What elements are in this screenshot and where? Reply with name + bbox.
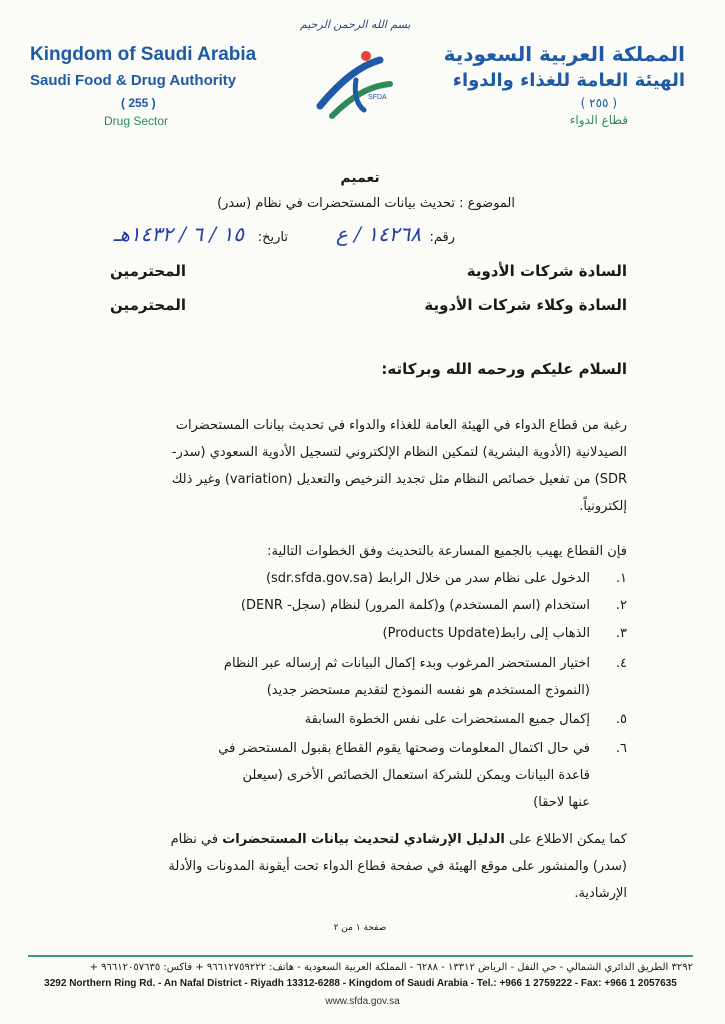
header-en-sector: Drug Sector bbox=[104, 114, 169, 128]
step-3-text: الذهاب إلى رابط(Products Update) bbox=[382, 626, 590, 641]
ref-number: ١٤٢٦٨ / ع bbox=[335, 222, 421, 246]
step-3-number: ٣. bbox=[615, 626, 627, 641]
basmala: بسم الله الرحمن الرحيم bbox=[300, 18, 411, 31]
para1-line3: SDR) من تفعيل خصائص النظام مثل تجديد الترخيص والتعديل (variation) وغير ذلك bbox=[171, 472, 627, 487]
date-label: تاريخ: bbox=[257, 230, 288, 245]
header-en-country: Kingdom of Saudi Arabia bbox=[30, 44, 257, 65]
step-6-text-line1: في حال اكتمال المعلومات وصحتها يقوم القطاع بقبول المستحضر في bbox=[218, 741, 590, 756]
step-2-text: استخدام (اسم المستخدم) و(كلمة المرور) لنظام (سجل- DENR) bbox=[240, 598, 590, 613]
closing-line2: (سدر) والمنشور على موقع الهيئة في صفحة قطاع الدواء تحت أيقونة المدونات والأدلة bbox=[168, 859, 627, 874]
date-block bbox=[88, 222, 288, 250]
para1-line2: الصيدلانية (الأدوية البشرية) لتمكين النظام الإلكتروني لتسجيل الأدوية السعودي (سدر- bbox=[171, 445, 627, 460]
step-4-number: ٤. bbox=[615, 656, 627, 671]
step-5-number: ٥. bbox=[615, 712, 627, 727]
step-1-text: الدخول على نظام سدر من خلال الرابط (sdr.sfda.gov.sa) bbox=[265, 571, 590, 586]
footer-address-en: 3292 Northern Ring Rd. - An Nafal District - Riyadh 13312-6288 - Kingdom of Saudi Arabia - Tel.: +966 1 2759222 - Fax: +966 1 2057635 bbox=[44, 978, 677, 989]
closing-bold: الدليل الإرشادي لتحديث بيانات المستحضرات bbox=[222, 832, 505, 847]
header-ar-authority: الهيئة العامة للغذاء والدواء bbox=[452, 70, 685, 91]
closing-pre: كما يمكن الاطلاع على bbox=[508, 832, 627, 847]
memo-title: تعميم bbox=[340, 170, 380, 186]
para1-line1: رغبة من قطاع الدواء في الهيئة العامة للغذاء والدواء في تحديث بيانات المستحضرات bbox=[175, 418, 627, 433]
page-number: صفحة ١ من ٢ bbox=[333, 923, 387, 933]
addressee-1-honorific: المحترمين bbox=[110, 262, 187, 280]
para1-line4: إلكترونياً. bbox=[579, 499, 627, 514]
header-ar-code: ( ٢٥٥ ) bbox=[580, 96, 617, 110]
footer-website-link[interactable]: www.sfda.gov.sa bbox=[325, 996, 400, 1007]
header-en-authority: Saudi Food & Drug Authority bbox=[30, 72, 237, 89]
step-4-text-line2: (النموذج المستخدم هو نفسه النموذج لتقديم مستحضر جديد) bbox=[266, 683, 590, 698]
logo-text: SFDA bbox=[368, 94, 387, 101]
ref-label: رقم: bbox=[429, 230, 455, 245]
addressee-1: السادة شركات الأدوية bbox=[466, 262, 627, 280]
step-4-text-line1: اختيار المستحضر المرغوب وبدء إكمال البيانات ثم إرساله عبر النظام bbox=[223, 656, 590, 671]
greeting: السلام عليكم ورحمه الله وبركاته: bbox=[381, 360, 627, 378]
date-value: ١٥ / ٦ / ١٤٣٢هـ bbox=[113, 222, 244, 246]
footer-divider bbox=[28, 955, 693, 957]
step-6-text-line3: عنها لاحقا) bbox=[533, 795, 590, 810]
step-1-number: ١. bbox=[615, 571, 627, 586]
closing-line3: الإرشادية. bbox=[574, 886, 627, 901]
step-6-text-line2: قاعدة البيانات ويمكن للشركة استعمال الخصائص الأخرى (سيعلن bbox=[242, 768, 590, 783]
step-6-number: ٦. bbox=[615, 741, 627, 756]
sfda-logo bbox=[310, 44, 410, 128]
footer-address-ar: ٣٢٩٢ الطريق الدائري الشمالي - حي النفل - الرياض ١٣٣١٢ - ٦٢٨٨ - المملكة العربية السعودية - هاتف: ٩٦٦١٢٧٥٩٢٢٢ + فاكس: ٩٦٦١٢٠٥٧٦٣٥ + bbox=[89, 962, 693, 973]
header-en-code: ( 255 ) bbox=[121, 96, 156, 110]
addressee-2: السادة وكلاء شركات الأدوية bbox=[424, 296, 627, 314]
header-ar-country: المملكة العربية السعودية bbox=[443, 42, 685, 66]
steps-intro: فإن القطاع يهيب بالجميع المسارعة بالتحديث وفق الخطوات التالية: bbox=[267, 544, 627, 559]
ref-block bbox=[270, 222, 455, 250]
closing-post: في نظام bbox=[170, 832, 219, 847]
step-5-text: إكمال جميع المستحضرات على نفس الخطوة السابقة bbox=[304, 712, 590, 727]
step-2-number: ٢. bbox=[615, 598, 627, 613]
addressee-2-honorific: المحترمين bbox=[110, 296, 187, 314]
closing-line1 bbox=[87, 826, 627, 853]
header-ar-sector: قطاع الدواء bbox=[569, 113, 628, 127]
memo-subject: الموضوع : تحديث بيانات المستحضرات في نظام (سدر) bbox=[217, 196, 515, 211]
